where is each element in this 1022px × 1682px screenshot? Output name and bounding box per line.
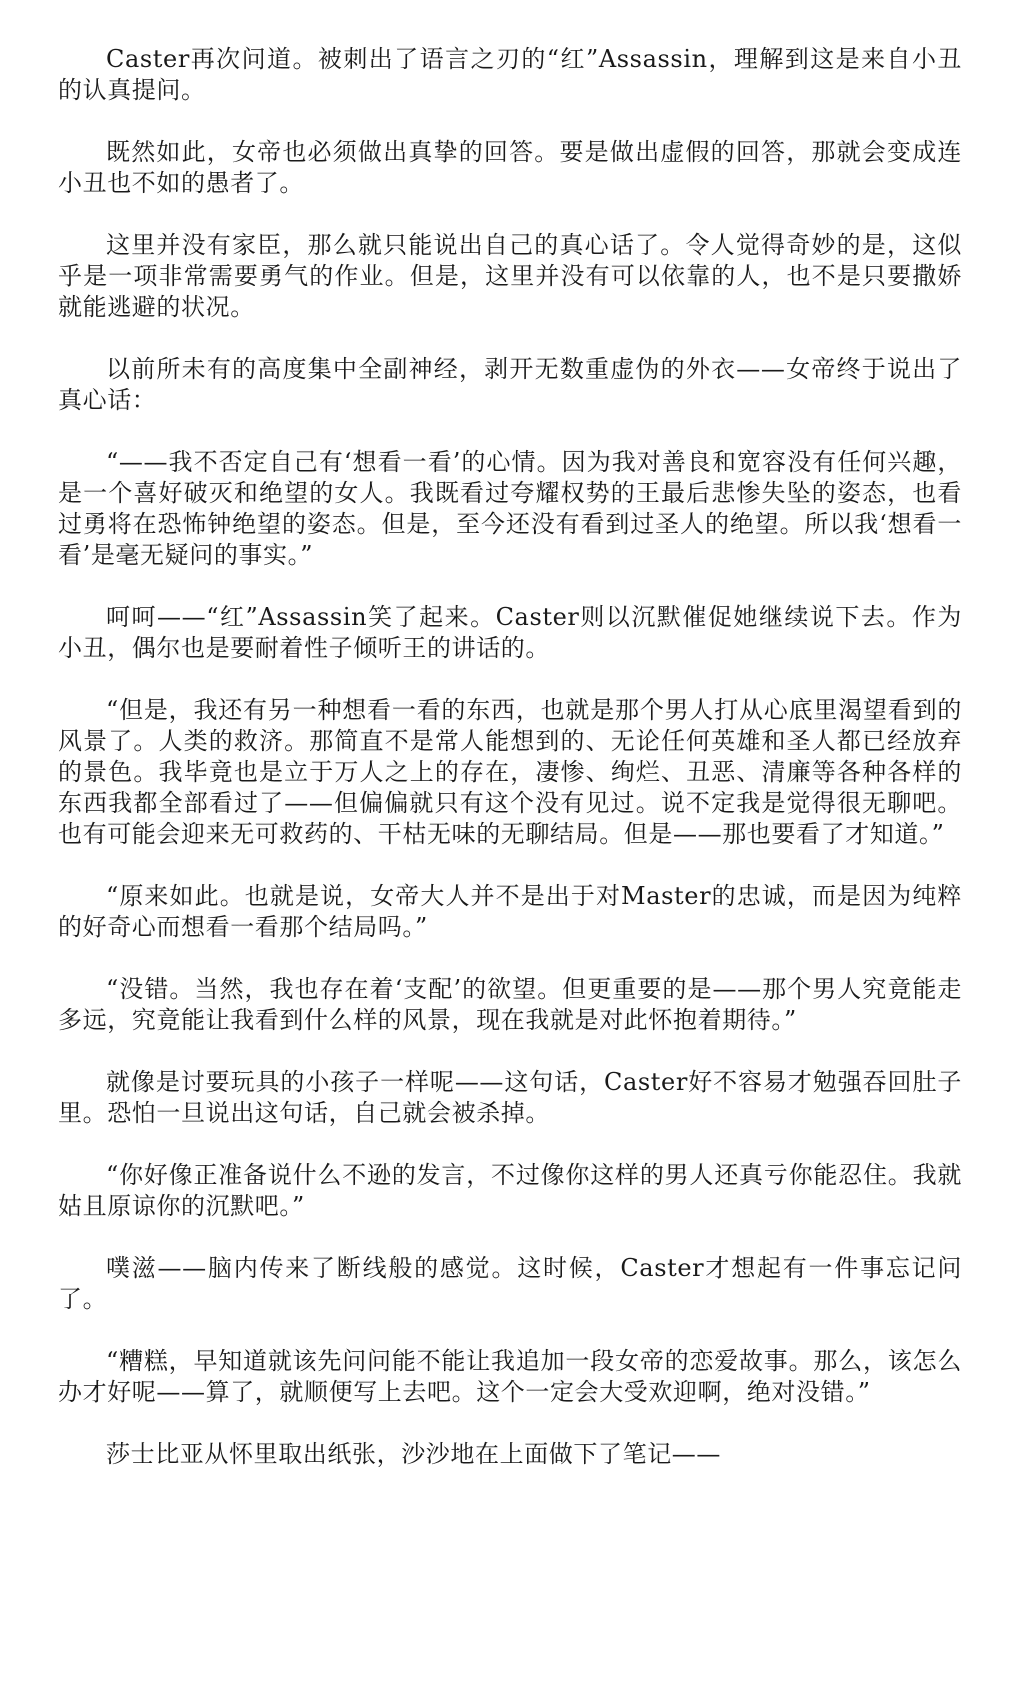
- paragraph: “但是，我还有另一种想看一看的东西，也就是那个男人打从心底里渴望看到的风景了。人类的救济。那简直不是常人能想到的、无论任何英雄和圣人都已经放弃的景色。我毕竟也是立于万人之上的存在，凄惨、绚烂、丑恶、清廉等各种各样的东西我都全部看过了——但偏偏就只有这个没有见过。说不定我是觉得很无聊吧。也有可能会迎来无可救药的、干枯无味的无聊结局。但是——那也要看了才知道。”: [58, 696, 962, 848]
- paragraph: “糟糕，早知道就该先问问能不能让我追加一段女帝的恋爱故事。那么，该怎么办才好呢——算了，就顺便写上去吧。这个一定会大受欢迎啊，绝对没错。”: [58, 1347, 962, 1406]
- paragraph: 以前所未有的高度集中全副神经，剥开无数重虚伪的外衣——女帝终于说出了真心话：: [58, 355, 962, 414]
- novel-page: [58, 44, 962, 1470]
- paragraph: “原来如此。也就是说，女帝大人并不是出于对Master的忠诚，而是因为纯粹的好奇心而想看一看那个结局吗。”: [58, 882, 962, 941]
- paragraph: 既然如此，女帝也必须做出真挚的回答。要是做出虚假的回答，那就会变成连小丑也不如的愚者了。: [58, 138, 962, 197]
- paragraph: “没错。当然，我也存在着‘支配’的欲望。但更重要的是——那个男人究竟能走多远，究竟能让我看到什么样的风景，现在我就是对此怀抱着期待。”: [58, 975, 962, 1034]
- paragraph: 这里并没有家臣，那么就只能说出自己的真心话了。令人觉得奇妙的是，这似乎是一项非常需要勇气的作业。但是，这里并没有可以依靠的人，也不是只要撒娇就能逃避的状况。: [58, 231, 962, 321]
- paragraph: “你好像正准备说什么不逊的发言，不过像你这样的男人还真亏你能忍住。我就姑且原谅你的沉默吧。”: [58, 1161, 962, 1220]
- paragraph: “——我不否定自己有‘想看一看’的心情。因为我对善良和宽容没有任何兴趣，是一个喜好破灭和绝望的女人。我既看过夸耀权势的王最后悲惨失坠的姿态，也看过勇将在恐怖钟绝望的姿态。但是，至今还没有看到过圣人的绝望。所以我‘想看一看’是毫无疑问的事实。”: [58, 448, 962, 569]
- paragraph: 莎士比亚从怀里取出纸张，沙沙地在上面做下了笔记——: [106, 1440, 721, 1468]
- paragraph: 噗滋——脑内传来了断线般的感觉。这时候，Caster才想起有一件事忘记问了。: [58, 1254, 962, 1313]
- paragraph: Caster再次问道。被刺出了语言之刃的“红”Assassin，理解到这是来自小丑的认真提问。: [58, 45, 962, 104]
- paragraph: 呵呵——“红”Assassin笑了起来。Caster则以沉默催促她继续说下去。作为小丑，偶尔也是要耐着性子倾听王的讲话的。: [58, 603, 962, 662]
- paragraph: 就像是讨要玩具的小孩子一样呢——这句话，Caster好不容易才勉强吞回肚子里。恐怕一旦说出这句话，自己就会被杀掉。: [58, 1068, 962, 1127]
